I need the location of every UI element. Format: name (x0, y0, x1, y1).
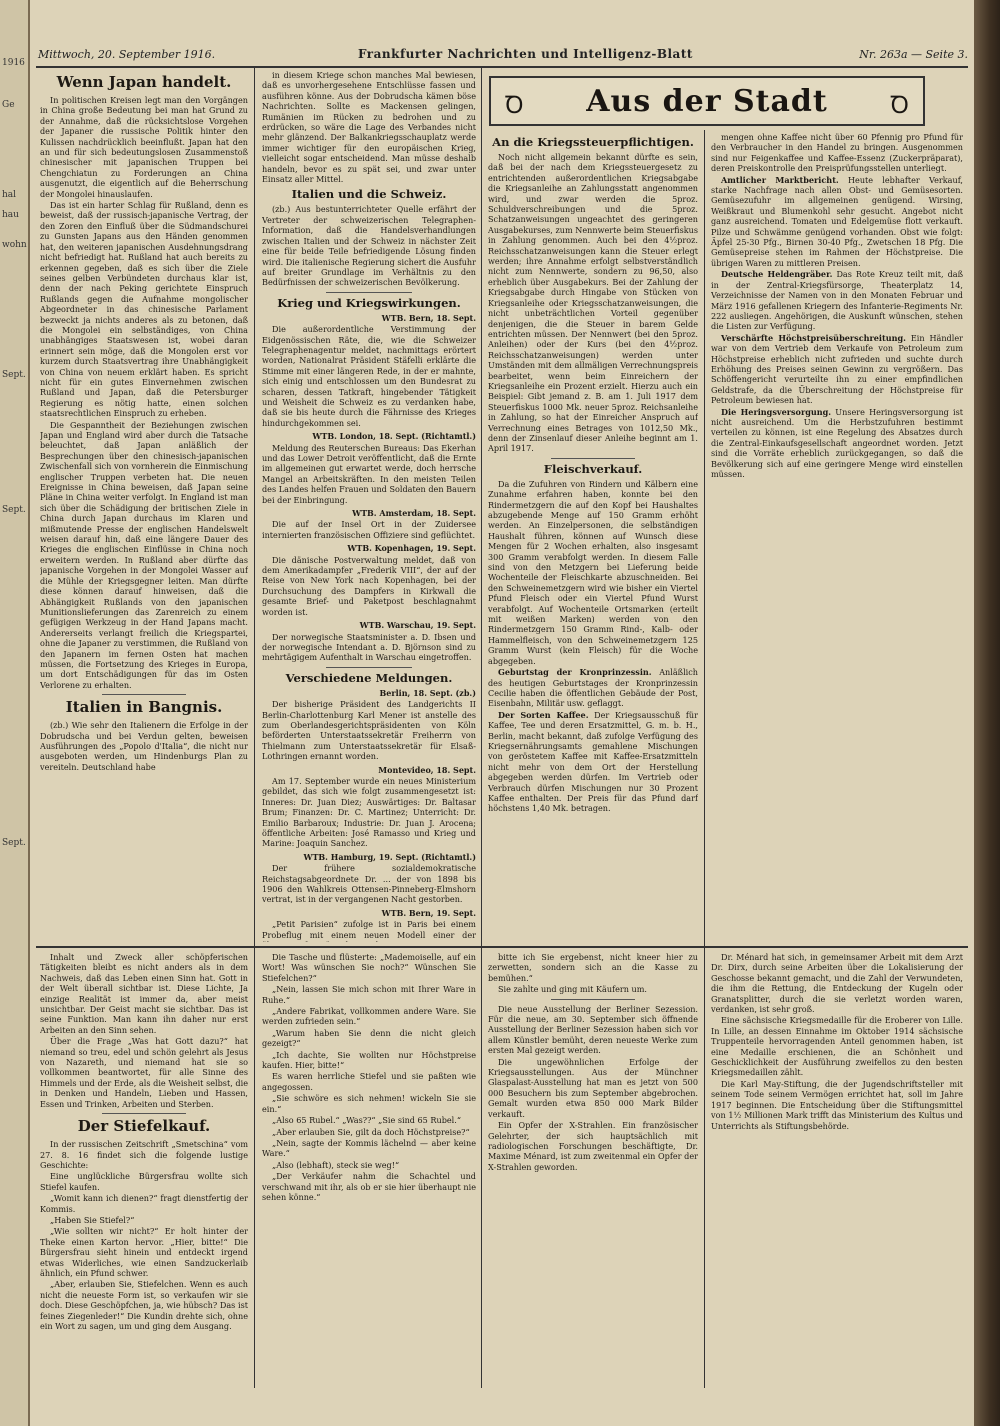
paragraph: (zb.) Wie sehr den Italienern die Erfolge in der Dobrudscha und bei Verdun gelten, beweisen Ausführungen des „Popolo d'Italia“, die nicht nur ausgeboten werden, um Hindenburgs Plan zu vereiteln. Deutschland habe (40, 720, 248, 772)
paragraph: „Aber erlauben Sie, gilt da doch Höchstpreise?“ (272, 1126, 470, 1137)
section-heading: Verschiedene Meldungen. (285, 670, 453, 685)
paragraph: Am 17. September wurde ein neues Ministerium gebildet, das sich wie folgt zusammengesetzt ist: Inneres: Dr. Juan Diez; Auswärtiges: Dr. Baltasar Brum; Finanzen: Dr. C. Martinez; Unterricht: Dr. Emilio Barbaroux; Industrie: Dr. Juan J. Arocena; öffentliche Arbeiten: José Ramasso und Krieg und Marine: Joaquin Sanchez. (262, 775, 476, 849)
paragraph: Der frühere sozialdemokratische Reichstagsabgeordnete Dr. ... der von 1898 bis 1906 den Wahlkreis Ottensen-Pinneberg-Elmshorn vertrat, ist in der vergangenen Nacht gestorben. (262, 863, 476, 905)
paragraph: Das ist ein harter Schlag für Rußland, denn es beweist, daß der russisch-japanische Vertrag, der den Zoren den Einfluß über die Südmandschurei zu Gunsten Japans aus den Händen genommen hat, den weiteren japanischen Ausdehnungsdrang nicht befriedigt hat. Rußland hat auch bereits zu erkennen gegeben, daß es sich über die Ziele seines gelben Verbündeten durchaus klar ist, denn der nach Peking gerichtete Einspruch Rußlands gegen die Aufnahme mongolischer Abgeordneter in das chinesische Parlament bezweckt ja nichts anderes als zu betonen, daß die Mongolei ein selbständiges, von China unabhängiges Staatswesen ist, wobei daran erinnert sein möge, daß die Mongolen erst vor kurzem durch Staatsvertrag ihre Unabhängigkeit von China von neuem erklärt haben. Es spricht nicht für ein gutes Einvernehmen zwischen Rußland und Japan, daß die Petersburger Regierung es nötig hatte, einen solchen staatsrechtlichen Einspruch zu erheben. (40, 200, 248, 419)
inline-text: Das Rote Kreuz teilt mit, daß in der Zentral-Kriegsfürsorge, Theaterplatz 14, Verzeichnisse der Namen von in den Monaten Februar und März 1916 gefallenen Kriegern des Infanterie-Regiments Nr. 222 ausliegen. Angehörigen, die Auskunft wünschen, stehen die Listen zur Verfügung. (711, 269, 963, 332)
section-rule (36, 946, 968, 948)
paragraph: Die ungewöhnlichen Erfolge der Kriegsausstellungen. Aus der Münchner Glaspalast-Ausstellung hat man es jetzt von 500 000 Besuchern bis zum September abgebrochen. Gemalt wurden etwa 850 000 Mark Bilder verkauft. (488, 1056, 698, 1119)
paragraph: „Wie sollten wir nicht?“ Er holt hinter der Theke einen Karton hervor. „Hier, bitte!“ Die Bürgersfrau sieht hinein und entdeckt irgend etwas Widerliches, wie einen Sandzuckerlaib ähnlich, ein Pfund schwer. (40, 1226, 248, 1278)
feuilleton-column-2 (262, 952, 476, 1384)
paragraph: bitte ich Sie ergebenst, nicht kneer hier zu zerwetten, sondern sich an die Kasse zu bemühen.“ (488, 952, 698, 983)
divider (551, 458, 635, 459)
strip-text: wohn (2, 240, 27, 250)
paragraph: Die dänische Postverwaltung meldet, daß von dem Amerikadampfer „Frederik VIII“, der auf der Reise von New York nach Kopenhagen, bei der Durchsuchung des Dampfers in Kirkwall die gesamte Brief- und Paketpost beschlagnahmt worden ist. (262, 554, 476, 617)
inline-heading: Deutsche Heldengräber. (721, 269, 833, 280)
paragraph: Ein Opfer der X-Strahlen. Ein französischer Gelehrter, der sich hauptsächlich mit radiologischen Forschungen beschäftigte, Dr. Maxime Ménard, ist zum zweitenmal ein Opfer der X-Strahlen geworden. (488, 1120, 698, 1172)
paragraph: Noch nicht allgemein bekannt dürfte es sein, daß bei der nach dem Kriegssteuergesetz zu entrichtenden außerordentlichen Kriegsabgabe die Kriegsanleihe an Zahlungsstatt angenommen wird, und zwar werden die 5proz. Schuldverschreibungen und die 5proz. Schatzanweisungen ungeachtet des geringeren Ausgabekurses, zum Nennwerte beim Steuerfiskus in Zahlung genommen. Auch bei den 4½proz. Reichsschatzanweisungen kann die Steuer erlegt werden; ihre Annahme erfolgt selbstverständlich nicht zum Nennwerte, sondern zu 96,50, also erheblich über Ausgabekurs. Bei der Zahlung der Kriegsabgabe durch Hingabe von Stücken von Kriegsanleihe oder Kriegsschatzanweisungen, die nicht unbeträchtlichen Vorteil gegenüber denjenigen, die die Steuer in barem Gelde entrichten müssen. Der Nennwert (bei den 5proz. Anleihen) oder der Kurs (bei den 4½proz. Reichsschatzanweisungen) werden unter Umständen mit dem allmäligen Verrechnungspreis bearbeitet, wenn beim Einreichern der Kriegsanleihe ein Prozent erzielt. Hierzu auch ein Beispiel: Gibt jemand z. B. am 1. Juli 1917 dem Steuerfiskus 1000 Mk. neuer 5proz. Reichsanleihe in Zahlung, so hat der Einreicher Anspruch auf Verrechnung eines Betrages von 1012,50 Mk., denn der Zinsenlauf dieser Anleihe beginnt am 1. April 1917. (488, 152, 698, 454)
column-1 (40, 70, 248, 942)
paragraph: Die außerordentliche Verstimmung der Eidgenössischen Räte, die, wie die Schweizer Telegraphenagentur meldet, nachmittags erörtert worden, Nationalrat Präsident Stäfelli erklärte die Stimme mit einer längeren Rede, in der er mahnte, sich einig und entschlossen um den Bundesrat zu scharen, dessen Tatkraft, hingebender Tätigkeit und Weisheit die Schweiz es zu verdanken habe, daß sie bis heute durch die Fährnisse des Krieges hindurchgekommen sei. (262, 324, 476, 428)
paragraph: Die neue Ausstellung der Berliner Sezession. Für die neue, am 30. September sich öffnende Ausstellung der Berliner Sezession haben sich vor allem Künstler bemüht, deren neueste Werke zum ersten Mal gezeigt werden. (488, 1003, 698, 1056)
paragraph (488, 710, 698, 814)
inline-heading: Geburtstag der Kronprinzessin. (498, 667, 652, 678)
divider (326, 667, 412, 668)
section-title: Aus der Stadt (586, 84, 828, 119)
paragraph: In politischen Kreisen legt man den Vorgängen in China große Bedeutung bei man hat Grund zu der Annahme, daß die rücksichtslose Vorgehen der Japaner die russische Politik hinter den Kulissen nachdrücklich beeinflußt. Japan hat den an und für sich bedeutungslosen Zusammenstoß chinesischer mit japanischen Truppen bei Chengchiatun zu Forderungen an China ausgenutzt, die eigentlich auf die Beherrschung der Mongolei hinauslaufen. (40, 95, 248, 199)
paragraph: (zb.) Aus bestunterrichteter Quelle erfährt der Vertreter der schweizerischen Telegraphen-Information, daß die Handelsverhandlungen zwischen Italien und der Schweiz in nächster Zeit eine für beide Teile befriedigende Lösung finden wird. Die italienische Regierung sichert die Ausfuhr auf breiter Grundlage im Verhältnis zu den Bedürfnissen der schweizerischen Bevölkerung. (262, 204, 476, 288)
divider (102, 1113, 185, 1114)
paragraph: Inhalt und Zweck aller schöpferischen Tätigkeiten bleibt es nicht anders als in dem Nachweis, daß das Leben einen Sinn hat. Gott in der Welt überall sichtbar ist. Diese Lichte, Ja einzige Realität ist immer da, aber meist unsichtbar. Der Geist macht sie sichtbar. Das ist seine Funktion. Man kann ihn daher nur erst Arbeiten an den Sinn sehen. (40, 952, 248, 1035)
paragraph: Eine unglückliche Bürgersfrau wollte sich Stiefel kaufen. (40, 1171, 248, 1192)
paragraph: „Nein, lassen Sie mich schon mit Ihrer Ware in Ruhe.“ (262, 984, 476, 1005)
dateline: Montevideo, 18. Sept. (378, 764, 476, 775)
inline-heading: Verschärfte Höchstpreisüberschreitung. (721, 332, 906, 343)
paragraph: Die Tasche und flüsterte: „Mademoiselle, auf ein Wort! Was wünschen Sie noch?“ Wünschen Sie Stiefelchen?“ (262, 952, 476, 983)
paragraph: Die Gespanntheit der Beziehungen zwischen Japan und England wird aber durch die Tatsache beleuchtet, daß Japan anläßlich der Besprechungen über den chinesisch-japanischen Zwischenfall sich von vornherein die Einmischung englischer Truppen verbeten hat. Die neuen Ereignisse in China beweisen, daß Japan seine Pläne in China weiter verfolgt. In England ist man sich über die Schädigung der britischen Ziele in China durch Japan durchaus im Klaren und mißmutende Presse der englischen Handelswelt weisen darauf hin, daß eine längere Dauer des Krieges die englischen Einflüsse in China noch erweitern werden. In Rußland aber dürfte das japanische Vorgehen in der Mongolei Wasser auf die Mühle der Kriegsgegner leiten. Man dürfte diese können darauf hinweisen, daß die Abhängigkeit Rußlands von den japanischen Munitionslieferungen das Zarenreich zu einem gefügigen Werkzeug in der Hand Japans macht. Andererseits verlangt freilich die Kriegspartei, ohne die Japaner zu verstimmen, die Rußland von den Japanern im fernen Osten hat machen müssen, die Fortsetzung des Krieges in Europa, um dort Entschädigungen für das im Osten Verlorene zu erhalten. (40, 419, 248, 690)
dateline: WTB. Kopenhagen, 19. Sept. (347, 543, 476, 554)
paragraph: in diesem Kriege schon manches Mal bewiesen, daß es unvorhergesehene Entschlüsse fassen und ausführen könne. Aus der Dobrudscha kämen böse Nachrichten. Sollte es Mackensen gelingen, Rumänien im Rücken zu bedrohen und zu erdrücken, so wäre die Lage des Verbandes nicht mehr glänzend. Der Balkankriegsschauplatz werde immer wichtiger für den europäischen Krieg, vielleicht sogar entscheidend. Man müsse deshalb handeln, bevor es zu spät sei, und zwar unter Einsatz aller Mittel. (262, 70, 476, 185)
page-header (38, 45, 968, 65)
article-title: Italien in Bangnis. (65, 698, 223, 717)
paragraph: Dr. Ménard hat sich, in gemeinsamer Arbeit mit dem Arzt Dr. Dirx, durch seine Arbeiten über die Lokalisierung der Geschosse bekannt gemacht, und die Zahl der Verwundeten, die ihm die Rettung, die Entdeckung der Kugeln oder Granatsplitter, durch die sie verletzt worden waren, verdanken, ist sehr groß. (711, 952, 963, 1015)
strip-text: hal (2, 190, 17, 200)
strip-text: Sept. (2, 838, 26, 848)
paragraph: Es waren herrliche Stiefel und sie paßten wie angegossen. (262, 1071, 476, 1092)
paragraph: „Also 65 Rubel.“ „Was??“ „Sie sind 65 Rubel.“ (272, 1115, 461, 1126)
adjacent-page-strip (0, 0, 30, 1426)
feuilleton-column-1 (40, 952, 248, 1384)
article-title: Wenn Japan handelt. (56, 73, 232, 91)
column-rule (481, 68, 482, 946)
dateline: WTB. Warschau, 19. Sept. (359, 620, 476, 631)
masthead: Frankfurter Nachrichten und Intelligenz-Blatt (358, 47, 693, 61)
dateline: Berlin, 18. Sept. (zb.) (379, 687, 476, 698)
inline-text: Heute lebhafter Verkauf, starke Nachfrage nach allen Obst- und Gemüsesorten. Gemüsezufuhr im allgemeinen genügend. Wirsing, Weißkraut und Blumenkohl sehr gesucht. Angebot nicht ganz ausreichend. Tomaten und Edelgemüse flott verkauft. Pilze und Schwämme genügend vorhanden. Obst wie folgt: Äpfel 25-30 Pfg., Birnen 30-40 Pfg., Zwetschen 18 Pfg. Die Gemüsepreise stehen im Rahmen der Höchstpreise. Die übrigen Waren zu mittleren Preisen. (711, 174, 963, 268)
section-banner (489, 76, 925, 126)
paragraph: mengen ohne Kaffee nicht über 60 Pfennig pro Pfund für den Verbraucher in den Handel zu bringen. Ausgenommen sind nur Feigenkaffee und Kaffee-Essenz (Zuckerpräparat), deren Preiskontrolle den Preisprüfungsstellen unterliegt. (711, 132, 963, 174)
paragraph: „Aber, erlauben Sie, Stiefelchen. Wenn es auch nicht die neueste Form ist, so verkaufen wir sie doch. Diese Geschöpfchen, ja, wie hübsch? Das ist feines Ziegenleder!“ Die Kundin drehte sich, ohne ein Wort zu sagen, um und ging dem Ausgang. (40, 1279, 248, 1331)
section-heading: An die Kriegssteuerpflichtigen. (492, 135, 694, 149)
paragraph: „Womit kann ich dienen?“ fragt dienstfertig der Kommis. (40, 1193, 248, 1214)
dateline: WTB. Hamburg, 19. Sept. (Richtamtl.) (303, 851, 476, 862)
section-heading: Fleischverkauf. (543, 461, 643, 476)
column-rule (254, 948, 255, 1388)
divider (102, 694, 185, 695)
strip-text: Sept. (2, 370, 26, 380)
inline-heading: Die Heringsversorgung. (721, 406, 832, 417)
paragraph (488, 667, 698, 709)
paragraph: Der bisherige Präsident des Landgerichts II Berlin-Charlottenburg Karl Mener ist anstelle des zum Oberlandesgerichtspräsidenten von Köln beförderten Unterstaatssekretär Freiherrn von Thielmann zum Unterstaatssekretär für Elsaß-Lothringen ernannt worden. (262, 699, 476, 762)
inline-text: Ein Händler war von dem Vertrieb dem Verkaufe von Petroleum zum Höchstpreise erheblich nicht zufrieden und suchte durch Erhöhung des Preises seinen Gewinn zu vergrößern. Das Schöffengericht verurteilte ihn zu einer empfindlichen Geldstrafe, da die Überschreitung der Höchstpreise für Petroleum bewiesen hat. (711, 332, 963, 406)
paragraph: „Haben Sie Stiefel?“ (50, 1214, 135, 1225)
section-heading: Krieg und Kriegswirkungen. (277, 295, 461, 310)
strip-text: 1916 (2, 58, 25, 68)
paragraph (711, 175, 963, 269)
section-heading: Italien und die Schweiz. (291, 187, 447, 202)
paragraph: Die Karl May-Stiftung, die der Jugendschriftsteller mit seinem Tode seinem Vermögen errichtet hat, soll im Jahre 1917 beginnen. Die Entscheidung über die Stiftungsmittel von 1½ Millionen Mark trifft das Ministerium des Kultus und Unterrichts als Stiftungsbehörde. (711, 1078, 963, 1131)
issue-date: Mittwoch, 20. September 1916. (38, 48, 216, 61)
strip-text: Sept. (2, 505, 26, 515)
paragraph: In der russischen Zeitschrift „Smetschina“ vom 27. 8. 16 findet sich die folgende lustige Geschichte: (40, 1139, 248, 1170)
strip-text: Ge (2, 100, 15, 110)
header-rule (36, 66, 968, 68)
divider (551, 999, 635, 1000)
feuilleton-column-4 (711, 952, 963, 1384)
paragraph: „Nein, sagte der Kommis lächelnd — aber keine Ware.“ (262, 1137, 476, 1159)
paragraph: Der norwegische Staatsminister a. D. Ibsen und der norwegische Intendant a. D. Björnson sind zu mehrtägigem Aufenthalt in Warschau eingetroffen. (262, 631, 476, 663)
paragraph (711, 333, 963, 406)
ornament-left-icon: Ꝺ (505, 91, 524, 119)
book-spine-edge (974, 0, 1000, 1426)
paragraph: „Ich dachte, Sie wollten nur Höchstpreise kaufen. Hier, bitte!“ (262, 1049, 476, 1071)
column-rule (704, 948, 705, 1388)
dateline: WTB. Bern, 18. Sept. (381, 312, 476, 323)
paragraph: Über die Frage „Was hat Gott dazu?“ hat niemand so treu, edel und schön gelehrt als Jesus von Nazareth, und niemand hat sie so vollkommen beantwortet, für alle Sinne des Himmels und der Erde, als die Weisheit selbst, die in Denken und Handeln, Lieben und Hassen, Essen und Trinken, Arbeiten und Sterben. (40, 1036, 248, 1109)
page-number: Nr. 263a — Seite 3. (859, 48, 968, 61)
divider (326, 292, 412, 293)
paragraph: Die auf der Insel Ort in der Zuidersee internierten französischen Offiziere sind geflüchtet. (262, 519, 476, 540)
column-rule (254, 68, 255, 946)
inline-text: Der Kriegsausschuß für Kaffee, Tee und deren Ersatzmittel, G. m. b. H., Berlin, macht bekannt, daß zufolge Verfügung des Kriegsernährungsamts gemahlene Mischungen von geröstetem Kaffee mit Kaffee-Ersatzmitteln nicht mehr von dem Ort der Herstellung abgegeben werden dürfen. Im Vertrieb oder Verbrauch dürfen Mischungen nur 30 Prozent Kaffee enthalten. Der Preis für das Pfund darf höchstens 1,40 Mk. betragen. (488, 709, 698, 814)
paragraph: Meldung des Reuterschen Bureaus: Das Ekerhan und das Lower Detroit veröffentlicht, daß die Ernte im allgemeinen gut erwartet werde, doch herrsche Mangel an Arbeitskräften. In den meisten Teilen des Landes helfen Frauen und Soldaten den Bauern bei der Einbringung. (262, 442, 476, 505)
paragraph: „Petit Parisien“ zufolge ist in Paris bei einem Probeflug mit einem neuen Modell einer der (262, 919, 476, 940)
paragraph: Sie zahlte und ging mit Käufern um. (498, 984, 647, 995)
inline-heading: Der Sorten Kaffee. (498, 709, 589, 720)
paragraph (711, 269, 963, 331)
feuilleton-column-3 (488, 952, 698, 1384)
dateline: WTB. Amsterdam, 18. Sept. (352, 508, 476, 519)
paragraph: „Andere Fabrikat, vollkommen andere Ware. Sie werden zufrieden sein.“ (262, 1006, 476, 1027)
paragraph: Da die Zufuhren von Rindern und Kälbern eine Zunahme erfahren haben, konnte bei den Rindermetzgern die auf den Kopf bei Haushaltes abzugebende Menge auf 150 Gramm erhöht werden. An Einzelpersonen, die selbständigen Haushalt führen, können auf Wunsch diese Mengen für 2 Wochen erhalten, also insgesamt 300 Gramm verabfolgt werden. In diesem Falle sind von den Metzgern bei Lieferung beide Wochenteile der Fleischkarte abzuschneiden. Bei den Schweinemetzgern wird wie bisher ein Viertel Pfund Fleisch oder ein Viertel Pfund Wurst verabfolgt. Auf Wochenteile Ortsmarken (erteilt mit weißen Marken) werden von den Rindermetzgern 150 Gramm Rind-, Kalb- oder Hammelfleisch, von den Schweinemetzgern 125 Gramm Wurst (kein Fleisch) für die Woche abgegeben. (488, 478, 698, 666)
column-rule (481, 948, 482, 1388)
strip-text: hau (2, 210, 19, 220)
column-3 (488, 132, 698, 942)
article-title: Der Stiefelkauf. (77, 1117, 211, 1136)
dateline: WTB. Bern, 19. Sept. (381, 907, 476, 918)
paragraph (711, 407, 963, 480)
inline-text: Unsere Heringsversorgung ist nicht ausreichend. Um die Herbstzufuhren bestimmt verteilen zu können, ist eine Regelung des Absatzes durch die Zentral-Einkaufsgesellschaft angeordnet worden. Jetzt sind die Vorräte erheblich zurückgegangen, so daß die Bevölkerung sich auf eine geringere Menge wird einstellen müssen. (711, 406, 963, 479)
column-4 (711, 132, 963, 942)
paragraph: „Also (lebhaft), steck sie weg!“ (272, 1159, 400, 1170)
paragraph: „Der Verkäufer nahm die Schachtel und verschwand mit ihr, als ob er sie hier überhaupt nie sehen könne.“ (262, 1171, 476, 1202)
ornament-right-icon: Ꝺ (890, 91, 909, 119)
inline-heading: Amtlicher Marktbericht. (721, 174, 839, 185)
paragraph: „Warum haben Sie denn die nicht gleich gezeigt?“ (262, 1027, 476, 1049)
column-2 (262, 70, 476, 942)
dateline: WTB. London, 18. Sept. (Richtamtl.) (312, 431, 476, 442)
paragraph: „Sie schwöre es sich nehmen! wickeln Sie sie ein.“ (262, 1093, 476, 1114)
column-rule (704, 130, 705, 946)
inline-text: Anläßlich des heutigen Geburtstages der Kronprinzessin Cecilie haben die öffentlichen Gebäude der Post, Eisenbahn, Militär usw. geflaggt. (488, 667, 698, 709)
paragraph: Eine sächsische Kriegsmedaille für die Eroberer von Lille. In Lille, an dessen Einnahme im Oktober 1914 sächsische Truppenteile hervorragenden Anteil genommen haben, ist eine Medaille erschienen, die an Schönheit und Geschicklichkeit der Ausführung zweifellos zu den besten Kriegsmedaillen zählt. (711, 1015, 963, 1078)
